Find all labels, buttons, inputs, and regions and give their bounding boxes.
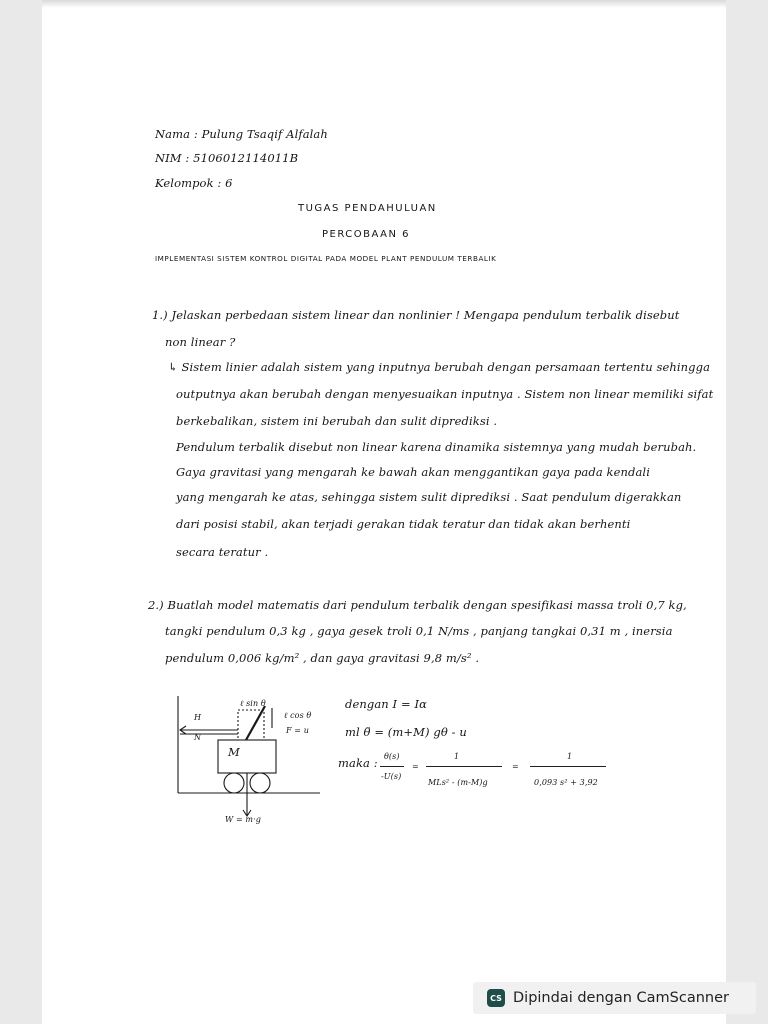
scanned-page bbox=[42, 0, 726, 1024]
mid-numerator: 1 bbox=[454, 752, 460, 761]
label-lcos: ℓ cos θ bbox=[284, 711, 312, 720]
pendulum-rod bbox=[246, 706, 265, 740]
cart-wheel-left bbox=[224, 773, 244, 793]
mid-denominator: MLs² - (m-M)g bbox=[428, 778, 488, 787]
q2-line-1: 2.) Buatlah model matematis dari pendulum terbalik dengan spesifikasi massa troli 0,7 kg, bbox=[148, 598, 687, 612]
label-weight: W = m·g bbox=[225, 815, 261, 824]
page-top-edge bbox=[42, 0, 726, 8]
q2-line-3: pendulum 0,006 kg/m² , dan gaya gravitasi 9,8 m/s² . bbox=[165, 651, 480, 665]
q1-line-1: 1.) Jelaskan perbedaan sistem linear dan nonlinier ! Mengapa pendulum terbalik disebut bbox=[152, 308, 680, 322]
eq-maka: maka : bbox=[338, 756, 378, 770]
q1-line-9: dari posisi stabil, akan terjadi gerakan tidak teratur dan tidak akan berhenti bbox=[176, 517, 631, 531]
mid-fraction-line bbox=[426, 766, 502, 767]
q1-line-6: Pendulum terbalik disebut non linear karena dinamika sistemnya yang mudah berubah. bbox=[176, 440, 697, 454]
camscanner-watermark bbox=[473, 982, 756, 1014]
nim-line: NIM : 5106012114011B bbox=[155, 151, 299, 165]
q1-line-2: non linear ? bbox=[165, 335, 236, 349]
cart-body bbox=[218, 740, 276, 773]
eq-motion: ml θ̈ = (m+M) gθ - u bbox=[345, 725, 467, 739]
label-force: F = u bbox=[286, 726, 309, 735]
eq-sign-1: = bbox=[412, 762, 419, 771]
eq-sign-2: = bbox=[512, 762, 519, 771]
group-line: Kelompok : 6 bbox=[155, 176, 233, 190]
camscanner-text: Dipindai dengan CamScanner bbox=[513, 990, 730, 1006]
right-denominator: 0,093 s² + 3,92 bbox=[534, 778, 598, 787]
tf-fraction-line bbox=[380, 766, 404, 767]
q1-line-7: Gaya gravitasi yang mengarah ke bawah akan menggantikan gaya pada kendali bbox=[176, 465, 650, 479]
q1-line-10: secara teratur . bbox=[176, 545, 269, 559]
q1-line-5: berkebalikan, sistem ini berubah dan sulit diprediksi . bbox=[176, 414, 498, 428]
label-lsin: ℓ sin θ bbox=[240, 699, 266, 708]
q1-line-3: ↳ Sistem linier adalah sistem yang inputnya berubah dengan persamaan tertentu sehingga bbox=[168, 360, 711, 374]
cart-wheel-right bbox=[250, 773, 270, 793]
q2-line-2: tangki pendulum 0,3 kg , gaya gesek troli 0,1 N/ms , panjang tangkai 0,31 m , inersia bbox=[165, 624, 673, 638]
label-cart-mass: M bbox=[228, 745, 240, 759]
label-h: H bbox=[194, 713, 202, 722]
right-numerator: 1 bbox=[567, 752, 573, 761]
title-experiment: PERCOBAAN 6 bbox=[322, 229, 410, 240]
title-assignment: TUGAS PENDAHULUAN bbox=[298, 203, 437, 214]
label-n: N bbox=[194, 733, 202, 742]
q1-line-4: outputnya akan berubah dengan menyesuaikan inputnya . Sistem non linear memiliki sifat bbox=[176, 387, 714, 401]
pendulum-cart-diagram bbox=[170, 688, 330, 828]
title-topic: IMPLEMENTASI SISTEM KONTROL DIGITAL PADA MODEL PLANT PENDULUM TERBALIK bbox=[155, 254, 497, 263]
eq-given: dengan I = Iα bbox=[345, 697, 427, 711]
tf-numerator: θ(s) bbox=[384, 752, 400, 761]
tf-denominator: -U(s) bbox=[381, 772, 402, 781]
camscanner-logo-icon: CS bbox=[487, 989, 505, 1007]
right-fraction-line bbox=[530, 766, 606, 767]
name-line: Nama : Pulung Tsaqif Alfalah bbox=[155, 127, 328, 141]
q1-line-8: yang mengarah ke atas, sehingga sistem sulit diprediksi . Saat pendulum digerakkan bbox=[176, 490, 682, 504]
